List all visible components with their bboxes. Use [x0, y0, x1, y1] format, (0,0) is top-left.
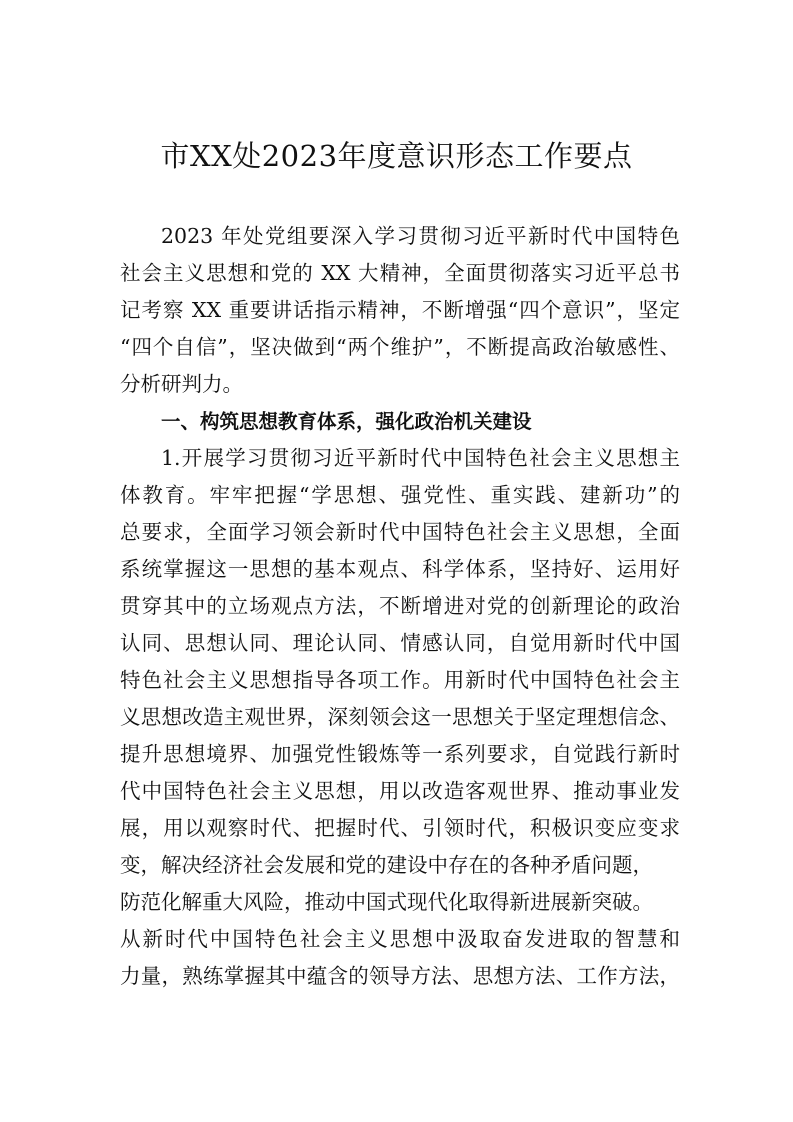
- intro-line-5: 分析研判力。: [120, 372, 243, 396]
- item-1-line-12: 变，解决经济社会发展和党的建设中存在的各种矛盾问题，: [120, 853, 653, 877]
- item-1-line-14: 从新时代中国特色社会主义思想中汲取奋发进取的智慧和: [120, 927, 680, 951]
- intro-paragraph: [120, 218, 680, 403]
- item-1-line-8: 义思想改造主观世界，深刻领会这一思想关于坚定理想信念、: [120, 705, 680, 729]
- item-1-line-2: 体教育。牢牢把握“学思想、强党性、重实践、建新功”的: [120, 483, 680, 507]
- item-1-line-6: 认同、思想认同、理论认同、情感认同，自觉用新时代中国: [120, 631, 680, 655]
- item-1-paragraph: [120, 440, 680, 995]
- item-1-line-4: 系统掌握这一思想的基本观点、科学体系，坚持好、运用好: [120, 557, 680, 581]
- section-1-heading: 一、构筑思想教育体系，强化政治机关建设: [161, 410, 532, 433]
- item-1-line-5: 贯穿其中的立场观点方法，不断增进对党的创新理论的政治: [120, 594, 680, 618]
- intro-line-1: 2023 年处党组要深入学习贯彻习近平新时代中国特色: [161, 224, 680, 248]
- item-1-line-9: 提升思想境界、加强党性锻炼等一系列要求，自觉践行新时: [120, 742, 680, 766]
- item-1-line-7: 特色社会主义思想指导各项工作。用新时代中国特色社会主: [120, 668, 680, 692]
- intro-line-2: 社会主义思想和党的 XX 大精神，全面贯彻落实习近平总书: [120, 261, 680, 285]
- intro-line-3: 记考察 XX 重要讲话指示精神，不断增强“四个意识”，坚定: [120, 298, 680, 322]
- intro-line-4: “四个自信”，坚决做到“两个维护”，不断提高政治敏感性、: [120, 335, 680, 359]
- item-1-line-11: 展，用以观察时代、把握时代、引领时代，积极识变应变求: [120, 816, 680, 840]
- item-1-line-15: 力量，熟练掌握其中蕴含的领导方法、思想方法、工作方法，: [120, 964, 680, 988]
- item-1-line-3: 总要求，全面学习领会新时代中国特色社会主义思想，全面: [120, 520, 680, 544]
- item-1-line-1: 1.开展学习贯彻习近平新时代中国特色社会主义思想主: [161, 446, 680, 470]
- document-body: [120, 218, 680, 995]
- item-1-line-13: 防范化解重大风险，推动中国式现代化取得新进展新突破。: [120, 890, 653, 914]
- document-title: 市XX处2023年度意识形态工作要点: [160, 139, 633, 173]
- item-1-line-10: 代中国特色社会主义思想，用以改造客观世界、推动事业发: [120, 779, 680, 803]
